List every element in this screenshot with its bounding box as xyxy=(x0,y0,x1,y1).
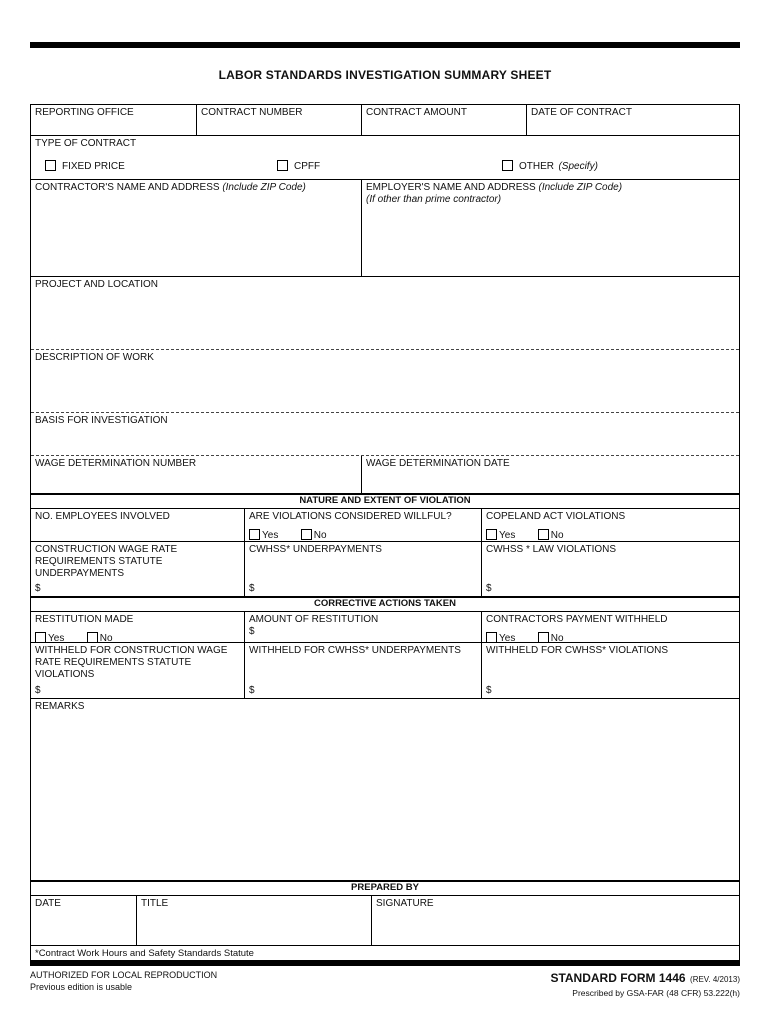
footer-right xyxy=(550,969,740,998)
date-of-contract-cell xyxy=(526,105,739,135)
cpff-option xyxy=(277,156,320,174)
willful-no-checkbox[interactable] xyxy=(301,529,312,540)
page-footer xyxy=(30,969,740,998)
copeland-cell xyxy=(481,509,739,541)
contractor-label-line xyxy=(35,182,357,194)
cwhss-underpayments-label: CWHSS* UNDERPAYMENTS xyxy=(249,544,382,555)
withheld-cwhss-violations-cell xyxy=(481,643,739,698)
restitution-yes-label: Yes xyxy=(48,632,65,644)
copeland-yes-label: Yes xyxy=(499,529,516,541)
construction-underpayments-label: CONSTRUCTION WAGE RATE REQUIREMENTS STATUTE UNDERPAYMENTS xyxy=(35,544,178,579)
contract-number-input[interactable] xyxy=(201,119,357,133)
employer-prime-note: (If other than prime contractor) xyxy=(366,193,502,205)
willful-cell xyxy=(244,509,481,541)
prepared-title-cell xyxy=(136,896,371,945)
cwhss-law-violations-input[interactable] xyxy=(492,583,735,594)
remarks-cell xyxy=(31,699,739,880)
wage-determination-date-cell xyxy=(361,456,739,493)
basis-for-investigation-row xyxy=(31,412,739,455)
dollar-sign: $ xyxy=(35,583,41,594)
prepared-by-row xyxy=(31,895,739,945)
remarks-row xyxy=(31,698,739,880)
date-of-contract-label: DATE OF CONTRACT xyxy=(531,107,632,118)
restitution-no-label: No xyxy=(99,632,113,644)
wage-determination-number-input[interactable] xyxy=(35,470,357,491)
construction-underpayments-cell xyxy=(31,542,244,596)
employer-zip-note: (Include ZIP Code) xyxy=(538,182,623,193)
form-revision: (REV. 4/2013) xyxy=(690,975,740,984)
amount-of-restitution-cell xyxy=(244,612,481,642)
form-number-line xyxy=(550,969,740,987)
contract-number-cell xyxy=(196,105,361,135)
withheld-cwhss-underpayments-cell xyxy=(244,643,481,698)
type-of-contract-cell xyxy=(31,136,739,179)
header-fields-row xyxy=(31,105,739,135)
date-of-contract-input[interactable] xyxy=(531,119,735,133)
footnote-row xyxy=(31,945,739,960)
top-rule xyxy=(30,42,740,48)
payment-withheld-cell xyxy=(481,612,739,642)
withheld-construction-label: WITHHELD FOR CONSTRUCTION WAGE RATE REQUIREMENTS STATUTE VIOLATIONS xyxy=(35,645,228,680)
copeland-no-checkbox[interactable] xyxy=(538,529,549,540)
contract-amount-cell xyxy=(361,105,526,135)
violation-row-2 xyxy=(31,541,739,596)
amount-of-restitution-input[interactable] xyxy=(255,626,477,637)
construction-underpayments-amount xyxy=(35,583,240,594)
violation-section-header xyxy=(31,493,739,508)
prepared-date-cell xyxy=(31,896,136,945)
dollar-sign: $ xyxy=(249,685,255,696)
authorized-reproduction-text: AUTHORIZED FOR LOCAL REPRODUCTION xyxy=(30,970,218,980)
willful-no-label: No xyxy=(313,529,327,541)
form-number: STANDARD FORM 1446 xyxy=(550,971,686,985)
type-of-contract-row xyxy=(31,135,739,179)
copeland-no-label: No xyxy=(550,529,564,541)
corrective-row-2 xyxy=(31,642,739,698)
wage-determination-date-input[interactable] xyxy=(366,470,735,491)
wage-determination-date-label: WAGE DETERMINATION DATE xyxy=(366,458,510,469)
cwhss-underpayments-input[interactable] xyxy=(255,583,477,594)
corrective-section-title: CORRECTIVE ACTIONS TAKEN xyxy=(314,598,456,609)
willful-yes-checkbox[interactable] xyxy=(249,529,260,540)
prepared-date-input[interactable] xyxy=(35,910,132,943)
withheld-cwhss-underpayments-amount xyxy=(249,685,477,696)
employer-input[interactable] xyxy=(366,206,735,274)
remarks-label: REMARKS xyxy=(35,701,85,712)
prepared-by-section-header xyxy=(31,880,739,895)
contract-number-label: CONTRACT NUMBER xyxy=(201,107,303,118)
contract-amount-label: CONTRACT AMOUNT xyxy=(366,107,467,118)
footnote-text: *Contract Work Hours and Safety Standards Statute xyxy=(35,948,254,959)
wage-determination-row xyxy=(31,455,739,493)
copeland-label: COPELAND ACT VIOLATIONS xyxy=(486,511,626,522)
dollar-sign: $ xyxy=(249,625,255,637)
type-of-contract-options xyxy=(35,154,735,176)
project-location-row xyxy=(31,276,739,349)
employer-label: EMPLOYER'S NAME AND ADDRESS xyxy=(366,182,536,193)
willful-yes-label: Yes xyxy=(262,529,279,541)
prepared-signature-input[interactable] xyxy=(376,910,735,943)
willful-yes-no xyxy=(249,525,477,543)
corrective-section-header xyxy=(31,596,739,611)
description-of-work-cell xyxy=(31,350,739,412)
withheld-cwhss-underpayments-spacer xyxy=(249,657,477,685)
employees-involved-label: NO. EMPLOYEES INVOLVED xyxy=(35,511,170,522)
dollar-sign: $ xyxy=(249,583,255,594)
previous-edition-text: Previous edition is usable xyxy=(30,982,133,992)
withheld-cwhss-violations-input[interactable] xyxy=(492,685,735,696)
fixed-price-label: FIXED PRICE xyxy=(62,160,125,172)
basis-for-investigation-input[interactable] xyxy=(35,427,735,453)
cwhss-law-violations-label: CWHSS * LAW VIOLATIONS xyxy=(486,544,617,555)
cwhss-law-violations-spacer xyxy=(486,556,735,583)
withheld-cwhss-violations-spacer xyxy=(486,657,735,685)
prepared-title-input[interactable] xyxy=(141,910,367,943)
copeland-yes-no xyxy=(486,525,735,543)
withheld-construction-cell xyxy=(31,643,244,698)
project-location-input[interactable] xyxy=(35,291,735,347)
payment-withheld-no-label: No xyxy=(550,632,564,644)
employer-cell xyxy=(361,180,739,276)
violation-section-title: NATURE AND EXTENT OF VIOLATION xyxy=(299,495,471,506)
restitution-made-label: RESTITUTION MADE xyxy=(35,614,134,625)
contractor-input[interactable] xyxy=(35,194,357,274)
dollar-sign: $ xyxy=(486,685,492,696)
reporting-office-cell xyxy=(31,105,196,135)
withheld-cwhss-violations-amount xyxy=(486,685,735,696)
project-location-label: PROJECT AND LOCATION xyxy=(35,279,158,290)
amount-of-restitution-amount xyxy=(249,626,477,637)
reporting-office-label: REPORTING OFFICE xyxy=(35,107,134,118)
footer-left xyxy=(30,969,217,998)
copeland-yes-checkbox[interactable] xyxy=(486,529,497,540)
willful-label: ARE VIOLATIONS CONSIDERED WILLFUL? xyxy=(249,511,452,522)
prescribed-by-text: Prescribed by GSA-FAR (48 CFR) 53.222(h) xyxy=(572,988,740,998)
contract-amount-input[interactable] xyxy=(366,119,522,133)
restitution-no-checkbox[interactable] xyxy=(87,632,98,643)
type-of-contract-label: TYPE OF CONTRACT xyxy=(35,138,137,149)
form-table xyxy=(30,104,740,960)
fixed-price-option xyxy=(45,156,125,174)
withheld-cwhss-violations-label: WITHHELD FOR CWHSS* VIOLATIONS xyxy=(486,645,669,656)
cwhss-law-violations-cell xyxy=(481,542,739,596)
prepared-signature-cell xyxy=(371,896,739,945)
reporting-office-input[interactable] xyxy=(35,119,192,133)
basis-for-investigation-label: BASIS FOR INVESTIGATION xyxy=(35,415,168,426)
contractor-zip-note: (Include ZIP Code) xyxy=(222,182,306,193)
dollar-sign: $ xyxy=(486,583,492,594)
cpff-checkbox[interactable] xyxy=(277,160,288,171)
other-label: OTHER xyxy=(519,160,554,172)
wage-determination-number-label: WAGE DETERMINATION NUMBER xyxy=(35,458,197,469)
cwhss-underpayments-amount xyxy=(249,583,477,594)
withheld-construction-amount xyxy=(35,685,240,696)
cpff-label: CPFF xyxy=(294,160,321,172)
cwhss-underpayments-spacer xyxy=(249,556,477,583)
description-of-work-input[interactable] xyxy=(35,364,735,410)
wage-determination-number-cell xyxy=(31,456,361,493)
contractor-cell xyxy=(31,180,361,276)
other-checkbox[interactable] xyxy=(502,160,513,171)
dollar-sign: $ xyxy=(35,685,41,696)
parties-row xyxy=(31,179,739,276)
remarks-input[interactable] xyxy=(35,713,735,878)
footnote-cell xyxy=(31,946,739,960)
construction-underpayments-input[interactable] xyxy=(41,583,240,594)
description-of-work-row xyxy=(31,349,739,412)
other-option xyxy=(502,156,598,174)
restitution-yes-checkbox[interactable] xyxy=(35,632,46,643)
form-title: LABOR STANDARDS INVESTIGATION SUMMARY SHEET xyxy=(218,68,552,82)
bottom-rule xyxy=(30,960,740,966)
fixed-price-checkbox[interactable] xyxy=(45,160,56,171)
withheld-cwhss-underpayments-input[interactable] xyxy=(255,685,477,696)
prepared-title-label: TITLE xyxy=(141,898,169,909)
corrective-row-1 xyxy=(31,611,739,642)
withheld-construction-input[interactable] xyxy=(41,685,240,696)
employer-label-line xyxy=(366,182,735,194)
withheld-cwhss-underpayments-label: WITHHELD FOR CWHSS* UNDERPAYMENTS xyxy=(249,645,461,656)
prepared-by-section-title: PREPARED BY xyxy=(351,882,419,893)
cwhss-law-violations-amount xyxy=(486,583,735,594)
restitution-made-cell xyxy=(31,612,244,642)
form-page xyxy=(30,0,740,998)
amount-of-restitution-label: AMOUNT OF RESTITUTION xyxy=(249,614,379,625)
project-location-cell xyxy=(31,277,739,349)
violation-row-1 xyxy=(31,508,739,541)
prepared-signature-label: SIGNATURE xyxy=(376,898,434,909)
payment-withheld-no-checkbox[interactable] xyxy=(538,632,549,643)
basis-for-investigation-cell xyxy=(31,413,739,455)
employees-involved-input[interactable] xyxy=(35,523,240,539)
payment-withheld-label: CONTRACTORS PAYMENT WITHHELD xyxy=(486,614,668,625)
prepared-date-label: DATE xyxy=(35,898,61,909)
employees-involved-cell xyxy=(31,509,244,541)
contractor-label: CONTRACTOR'S NAME AND ADDRESS xyxy=(35,182,220,193)
payment-withheld-yes-label: Yes xyxy=(499,632,516,644)
payment-withheld-yes-checkbox[interactable] xyxy=(486,632,497,643)
cwhss-underpayments-cell xyxy=(244,542,481,596)
description-of-work-label: DESCRIPTION OF WORK xyxy=(35,352,154,363)
other-specify-label: (Specify) xyxy=(558,160,598,172)
